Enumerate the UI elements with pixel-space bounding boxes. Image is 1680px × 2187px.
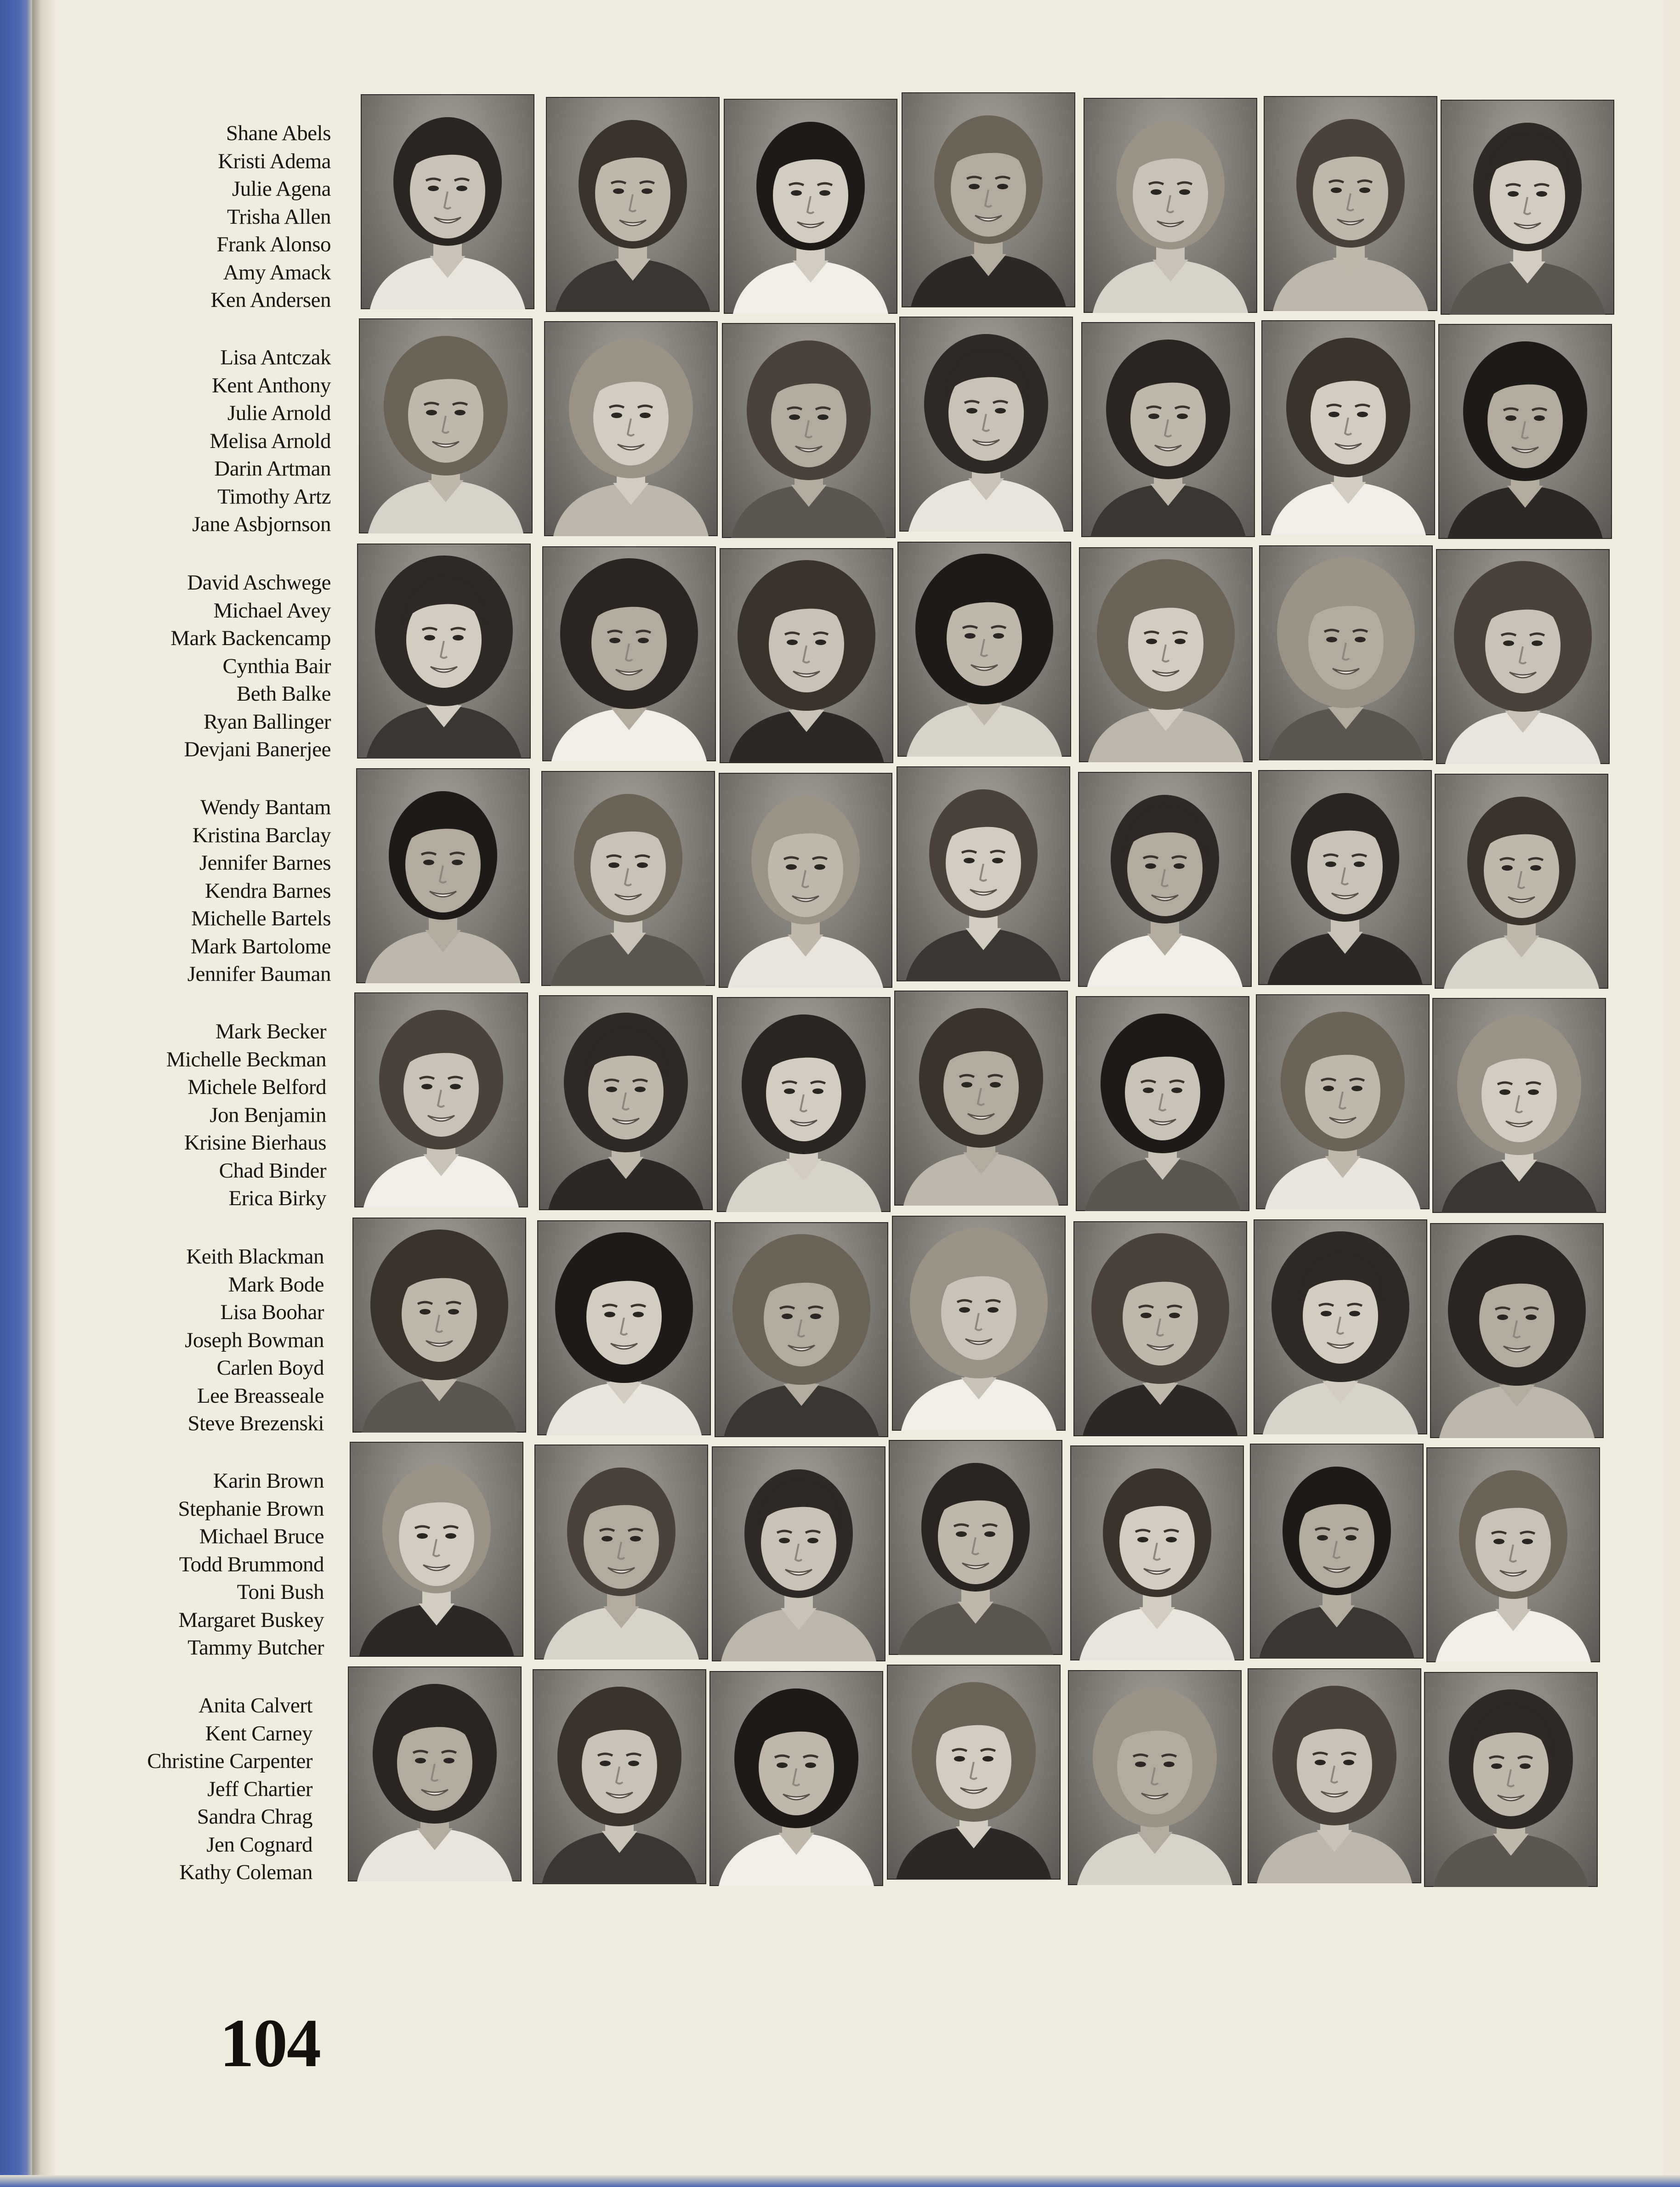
student-name: Joseph Bowman [185, 1328, 324, 1352]
student-portrait [722, 323, 896, 538]
portrait-eye-right [997, 184, 1008, 189]
portrait-eye-left [1326, 637, 1337, 642]
student-name: Erica Birky [228, 1186, 326, 1210]
portrait-eye-right [1177, 414, 1188, 419]
portrait-eye-right [817, 414, 829, 420]
portrait-eye-left [1321, 1311, 1332, 1316]
portrait-eye-right [992, 858, 1003, 863]
portrait-eye-left [1502, 865, 1513, 871]
portrait-eye-right [814, 864, 825, 870]
portrait-eye-left [423, 860, 434, 865]
portrait-eye-left [961, 1082, 972, 1088]
student-portrait [1073, 1221, 1247, 1436]
portrait-eye-left [959, 1307, 970, 1313]
student-name: Michael Avey [213, 598, 331, 623]
student-portrait [1258, 770, 1432, 985]
student-name: Tammy Butcher [187, 1636, 324, 1660]
student-portrait [541, 771, 715, 986]
student-name: Jon Benjamin [210, 1103, 326, 1127]
portrait-eye-left [777, 1762, 788, 1768]
name-list [67, 1243, 324, 1438]
student-name: Lisa Boohar [220, 1300, 324, 1324]
portrait-eye-right [812, 1088, 823, 1094]
portrait-eye-left [1497, 1314, 1508, 1320]
portrait-eye-right [982, 1756, 993, 1762]
portrait-eye-left [604, 1312, 615, 1317]
student-portrait [1081, 322, 1255, 537]
name-list [74, 569, 331, 764]
student-portrait [1068, 1670, 1242, 1885]
portrait-eye-right [1343, 1760, 1354, 1765]
student-name: Trisha Allen [227, 204, 331, 229]
portrait-eye-right [633, 1312, 644, 1317]
student-name: Kent Anthony [211, 373, 331, 397]
portrait-eye-left [417, 1533, 428, 1539]
portrait-eye-left [1151, 189, 1162, 195]
student-name: Anita Calvert [198, 1694, 312, 1717]
portrait-eye-right [1355, 637, 1366, 642]
student-name: Julie Arnold [227, 401, 331, 425]
student-name: Mark Bartolome [191, 934, 331, 958]
portrait-eye-left [1328, 412, 1339, 417]
student-portrait [1248, 1668, 1421, 1883]
portrait-eye-left [787, 640, 798, 645]
portrait-eye-right [453, 635, 464, 640]
student-name: Julie Agena [232, 177, 331, 201]
portrait-eye-right [1164, 1762, 1175, 1767]
student-portrait [1264, 96, 1437, 311]
student-name: Beth Balke [236, 682, 331, 706]
portrait-eye-left [415, 1758, 426, 1763]
student-portrait [1261, 320, 1435, 535]
student-name: David Aschwege [187, 571, 331, 595]
student-portrait [1254, 1219, 1427, 1434]
portrait-eye-right [1530, 865, 1541, 871]
student-name: Carlen Boyd [216, 1356, 324, 1380]
portrait-eye-left [969, 184, 980, 189]
portrait-eye-right [630, 1536, 641, 1541]
student-portrait [709, 1671, 883, 1886]
portrait-eye-right [637, 862, 648, 868]
name-list [74, 344, 331, 538]
portrait-eye-left [1503, 640, 1514, 646]
page-number: 104 [220, 2005, 320, 2081]
student-portrait [356, 768, 530, 983]
student-portrait [1078, 772, 1252, 987]
student-portrait [889, 1440, 1062, 1655]
student-portrait [533, 1669, 706, 1884]
portrait-eye-right [1520, 1763, 1531, 1769]
portrait-eye-left [428, 186, 439, 191]
student-name: Kristi Adema [218, 149, 331, 173]
student-name: Wendy Bantam [200, 795, 331, 819]
portrait-eye-left [1493, 1539, 1504, 1544]
portrait-eye-left [421, 1084, 432, 1089]
portrait-eye-left [1505, 415, 1516, 421]
student-name: Steve Brezenski [187, 1411, 324, 1435]
student-name: Toni Bush [237, 1580, 324, 1604]
student-name: Michelle Bartels [191, 907, 331, 930]
student-name: Sandra Chrag [197, 1805, 312, 1829]
student-portrait [361, 94, 534, 309]
student-portrait [1435, 774, 1608, 989]
student-portrait [712, 1446, 885, 1661]
student-portrait [897, 542, 1071, 757]
student-portrait [537, 1220, 711, 1435]
student-name: Mark Bode [228, 1272, 324, 1297]
student-portrait [348, 1666, 522, 1881]
portrait-eye-right [1351, 1086, 1362, 1091]
student-name: Shane Abels [226, 121, 331, 145]
student-portrait [902, 92, 1075, 307]
portrait-eye-right [1175, 639, 1186, 644]
student-portrait [719, 773, 892, 988]
student-name: Jen Cognard [206, 1832, 312, 1857]
portrait-eye-left [1499, 1089, 1510, 1095]
student-portrait [887, 1665, 1061, 1880]
student-portrait [897, 766, 1070, 981]
portrait-eye-right [1357, 412, 1368, 417]
portrait-eye-left [1135, 1762, 1146, 1767]
student-name: Mark Becker [215, 1020, 326, 1043]
portrait-eye-left [420, 1309, 431, 1314]
portrait-eye-left [602, 1536, 613, 1541]
portrait-eye-right [638, 638, 649, 643]
student-name: Michele Belford [187, 1075, 326, 1099]
student-portrait [1250, 1444, 1424, 1659]
student-portrait [1438, 324, 1612, 539]
portrait-eye-left [1148, 414, 1159, 419]
student-name: Kent Carney [205, 1721, 312, 1745]
portrait-eye-left [1146, 639, 1157, 644]
portrait-eye-left [1323, 1086, 1334, 1091]
student-name: Darin Artman [214, 457, 331, 481]
portrait-eye-left [426, 410, 437, 415]
student-portrait [1076, 996, 1249, 1211]
portrait-eye-right [635, 1087, 646, 1092]
student-name: Jane Asbjornson [192, 512, 331, 536]
student-portrait [1441, 100, 1614, 315]
portrait-eye-left [954, 1756, 965, 1762]
yearbook-page [55, 0, 1663, 2175]
student-name: Jennifer Barnes [199, 851, 331, 875]
student-name: Mark Backencamp [170, 626, 331, 650]
portrait-eye-right [819, 190, 830, 196]
student-portrait [724, 99, 897, 314]
student-portrait [1259, 545, 1433, 760]
portrait-eye-left [965, 633, 976, 639]
portrait-eye-left [424, 635, 435, 640]
student-portrait [544, 321, 718, 536]
portrait-eye-right [1522, 1539, 1533, 1544]
student-name: Cynthia Bair [222, 654, 331, 678]
portrait-eye-right [807, 1538, 818, 1543]
student-name: Jeff Chartier [207, 1777, 312, 1801]
portrait-eye-right [641, 188, 653, 194]
student-portrait [1079, 547, 1253, 762]
portrait-eye-left [956, 1531, 967, 1537]
student-name: Margaret Buskey [178, 1608, 324, 1632]
name-list [67, 1467, 324, 1662]
portrait-eye-right [448, 1309, 459, 1314]
portrait-eye-right [990, 1082, 1001, 1088]
portrait-eye-left [611, 413, 622, 418]
binding-shadow [32, 0, 55, 2187]
student-name: Michelle Beckman [166, 1047, 326, 1071]
portrait-eye-right [995, 408, 1006, 414]
portrait-eye-right [1345, 1535, 1356, 1541]
student-portrait [892, 1216, 1066, 1431]
student-portrait [350, 1442, 523, 1657]
portrait-eye-left [786, 864, 797, 870]
name-list [74, 793, 331, 988]
portrait-eye-right [1166, 1537, 1177, 1542]
student-name: Jennifer Bauman [187, 962, 331, 986]
portrait-eye-right [988, 1307, 999, 1313]
student-portrait [546, 97, 720, 312]
portrait-eye-right [810, 1314, 821, 1319]
portrait-eye-left [1137, 1537, 1148, 1542]
portrait-eye-left [784, 1088, 795, 1094]
portrait-eye-right [452, 860, 463, 865]
portrait-eye-right [1354, 861, 1365, 867]
portrait-eye-left [1325, 861, 1336, 867]
portrait-eye-left [964, 858, 975, 863]
portrait-eye-right [1169, 1313, 1180, 1318]
portrait-eye-right [984, 1531, 995, 1537]
student-name: Keith Blackman [186, 1245, 324, 1269]
student-name: Amy Amack [223, 260, 331, 284]
portrait-eye-right [456, 186, 467, 191]
portrait-eye-left [613, 188, 624, 194]
student-name: Melisa Arnold [210, 429, 331, 453]
portrait-eye-left [1315, 1760, 1326, 1765]
portrait-eye-right [1179, 189, 1190, 195]
name-list [55, 1692, 312, 1887]
name-list [74, 119, 331, 314]
student-portrait [1426, 1447, 1600, 1662]
portrait-eye-right [1532, 640, 1543, 646]
page-bottom-edge [0, 2175, 1680, 2187]
student-name: Lisa Antczak [220, 346, 331, 369]
portrait-eye-left [1317, 1535, 1328, 1541]
portrait-eye-left [1141, 1313, 1152, 1318]
student-portrait [534, 1445, 708, 1660]
student-name: Ryan Ballinger [204, 709, 331, 734]
portrait-eye-right [450, 1084, 461, 1089]
portrait-eye-right [1359, 187, 1370, 193]
student-portrait [1430, 1223, 1604, 1438]
portrait-eye-left [1508, 191, 1519, 197]
portrait-eye-right [445, 1533, 456, 1539]
portrait-eye-left [600, 1761, 611, 1766]
portrait-eye-right [1526, 1314, 1537, 1320]
portrait-eye-left [1331, 187, 1342, 193]
student-portrait [720, 548, 893, 763]
student-name: Karin Brown [213, 1469, 324, 1493]
student-name: Chad Binder [219, 1158, 326, 1183]
student-name: Todd Brummond [179, 1552, 324, 1576]
student-name: Frank Alonso [216, 232, 331, 256]
portrait-eye-right [640, 413, 651, 418]
student-portrait [357, 544, 531, 759]
portrait-eye-right [628, 1761, 639, 1766]
student-name: Krisine Bierhaus [184, 1131, 326, 1155]
student-name: Devjani Banerjee [184, 737, 331, 761]
student-name: Ken Andersen [210, 288, 331, 312]
student-portrait [359, 318, 533, 533]
student-name: Kendra Barnes [204, 878, 331, 903]
portrait-eye-right [1171, 1088, 1182, 1093]
student-portrait [899, 317, 1073, 532]
student-portrait [715, 1222, 888, 1437]
portrait-eye-right [454, 410, 465, 415]
student-portrait [1256, 994, 1430, 1209]
student-portrait [539, 995, 713, 1210]
portrait-eye-left [789, 414, 800, 420]
student-portrait [352, 1218, 526, 1433]
student-portrait [1424, 1672, 1598, 1887]
portrait-eye-left [608, 862, 619, 868]
student-name: Kathy Coleman [179, 1860, 312, 1884]
portrait-eye-right [1349, 1311, 1360, 1316]
student-portrait [717, 997, 891, 1212]
portrait-eye-right [1528, 1089, 1539, 1095]
portrait-eye-right [1536, 191, 1547, 197]
student-name: Kristina Barclay [192, 823, 331, 847]
portrait-eye-left [782, 1314, 793, 1319]
name-list [69, 1018, 326, 1212]
portrait-eye-left [779, 1538, 790, 1543]
student-name: Timothy Artz [217, 484, 331, 509]
student-portrait [1084, 98, 1257, 313]
portrait-eye-right [443, 1758, 454, 1763]
book-binding [0, 0, 32, 2187]
portrait-eye-right [993, 633, 1004, 639]
portrait-eye-left [1145, 863, 1156, 869]
student-name: Lee Breasseale [197, 1383, 324, 1408]
student-portrait [354, 992, 528, 1207]
student-portrait [1436, 549, 1610, 764]
portrait-eye-left [966, 408, 977, 414]
portrait-eye-right [1174, 863, 1185, 869]
student-portrait [542, 546, 716, 761]
student-name: Michael Bruce [199, 1524, 324, 1548]
portrait-eye-left [1143, 1088, 1154, 1093]
student-name: Christine Carpenter [147, 1749, 312, 1773]
portrait-eye-left [606, 1087, 617, 1092]
portrait-eye-left [791, 190, 802, 196]
student-portrait [894, 991, 1068, 1206]
student-portrait [1070, 1445, 1244, 1660]
portrait-eye-left [1491, 1763, 1502, 1769]
portrait-eye-left [609, 638, 620, 643]
portrait-eye-right [1534, 415, 1545, 421]
student-name: Stephanie Brown [178, 1496, 324, 1521]
portrait-eye-right [815, 640, 826, 645]
student-portrait [1432, 998, 1606, 1213]
portrait-eye-right [805, 1762, 816, 1768]
